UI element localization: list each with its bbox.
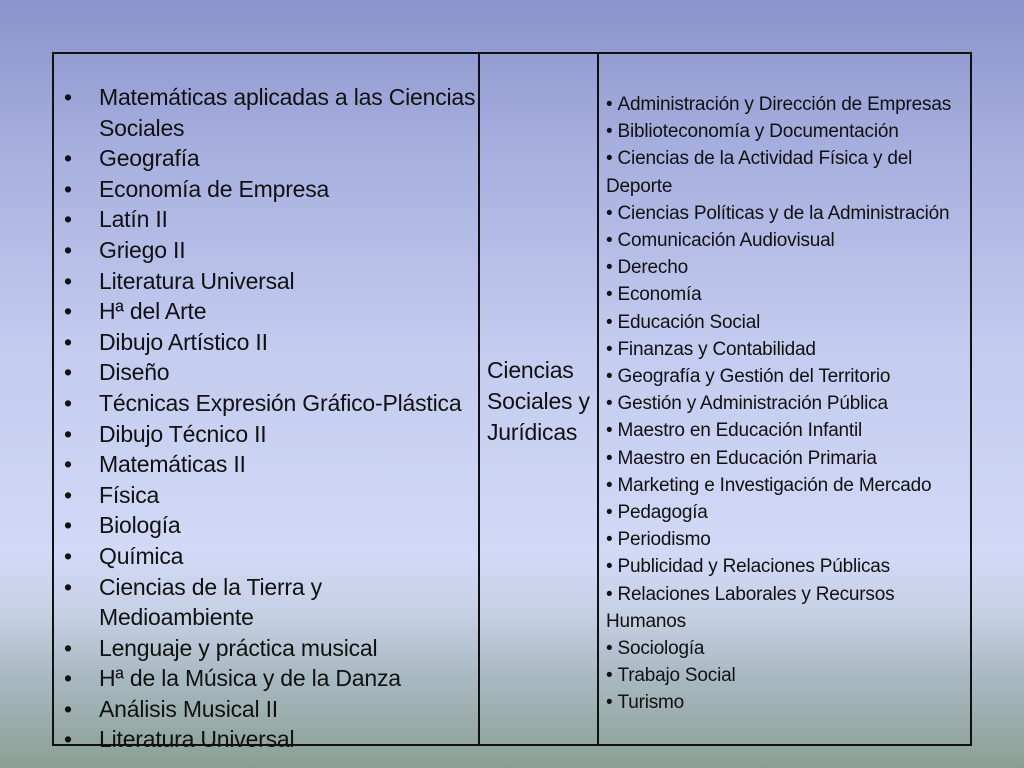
subject-item: • Análisis Musical II	[54, 694, 478, 725]
subject-list	[54, 82, 478, 755]
subject-item: • Hª de la Música y de la Danza	[54, 663, 478, 694]
subject-item: • Física	[54, 480, 478, 511]
branch-label: Ciencias Sociales y Jurídicas	[487, 357, 590, 445]
subject-item: • Lenguaje y práctica musical	[54, 633, 478, 664]
subject-item: • Química	[54, 541, 478, 572]
degree-item: • Administración y Dirección de Empresas	[606, 91, 970, 118]
degree-list	[606, 91, 970, 717]
degree-item: • Ciencias Políticas y de la Administración	[606, 200, 970, 227]
degree-item: • Gestión y Administración Pública	[606, 390, 970, 417]
subjects-degrees-table	[52, 52, 972, 753]
subject-item: • Matemáticas aplicadas a las Ciencias Sociales	[54, 82, 478, 143]
degree-item: • Sociología	[606, 635, 970, 662]
subject-item: • Técnicas Expresión Gráfico-Plástica	[54, 388, 478, 419]
degree-item: • Biblioteconomía y Documentación	[606, 118, 970, 145]
subject-item: • Geografía	[54, 143, 478, 174]
degrees-column	[599, 54, 970, 744]
subject-item: • Economía de Empresa	[54, 174, 478, 205]
subject-item: • Ciencias de la Tierra y Medioambiente	[54, 572, 478, 633]
degree-item: • Maestro en Educación Infantil	[606, 417, 970, 444]
degree-item: • Finanzas y Contabilidad	[606, 336, 970, 363]
branch-column	[480, 54, 599, 744]
degree-item: • Publicidad y Relaciones Públicas	[606, 553, 970, 580]
degree-item: • Relaciones Laborales y Recursos Humanos	[606, 581, 970, 635]
degree-item: • Ciencias de la Actividad Física y del Deporte	[606, 145, 970, 199]
degree-item: • Periodismo	[606, 526, 970, 553]
degree-item: • Comunicación Audiovisual	[606, 227, 970, 254]
degree-item: • Trabajo Social	[606, 662, 970, 689]
subject-item: • Latín II	[54, 204, 478, 235]
degree-item: • Derecho	[606, 254, 970, 281]
degree-item: • Pedagogía	[606, 499, 970, 526]
subject-item: • Biología	[54, 510, 478, 541]
subject-item: • Literatura Universal	[54, 724, 478, 755]
degree-item: • Educación Social	[606, 309, 970, 336]
subject-item: • Diseño	[54, 357, 478, 388]
degree-item: • Economía	[606, 281, 970, 308]
degree-item: • Marketing e Investigación de Mercado	[606, 472, 970, 499]
degree-item: • Geografía y Gestión del Territorio	[606, 363, 970, 390]
subject-item: • Matemáticas II	[54, 449, 478, 480]
subject-item: • Literatura Universal	[54, 266, 478, 297]
subject-item: • Hª del Arte	[54, 296, 478, 327]
subject-item: • Griego II	[54, 235, 478, 266]
subjects-column	[54, 54, 480, 753]
degree-item: • Maestro en Educación Primaria	[606, 445, 970, 472]
degree-item: • Turismo	[606, 689, 970, 716]
subject-item: • Dibujo Técnico II	[54, 419, 478, 450]
subject-item: • Dibujo Artístico II	[54, 327, 478, 358]
